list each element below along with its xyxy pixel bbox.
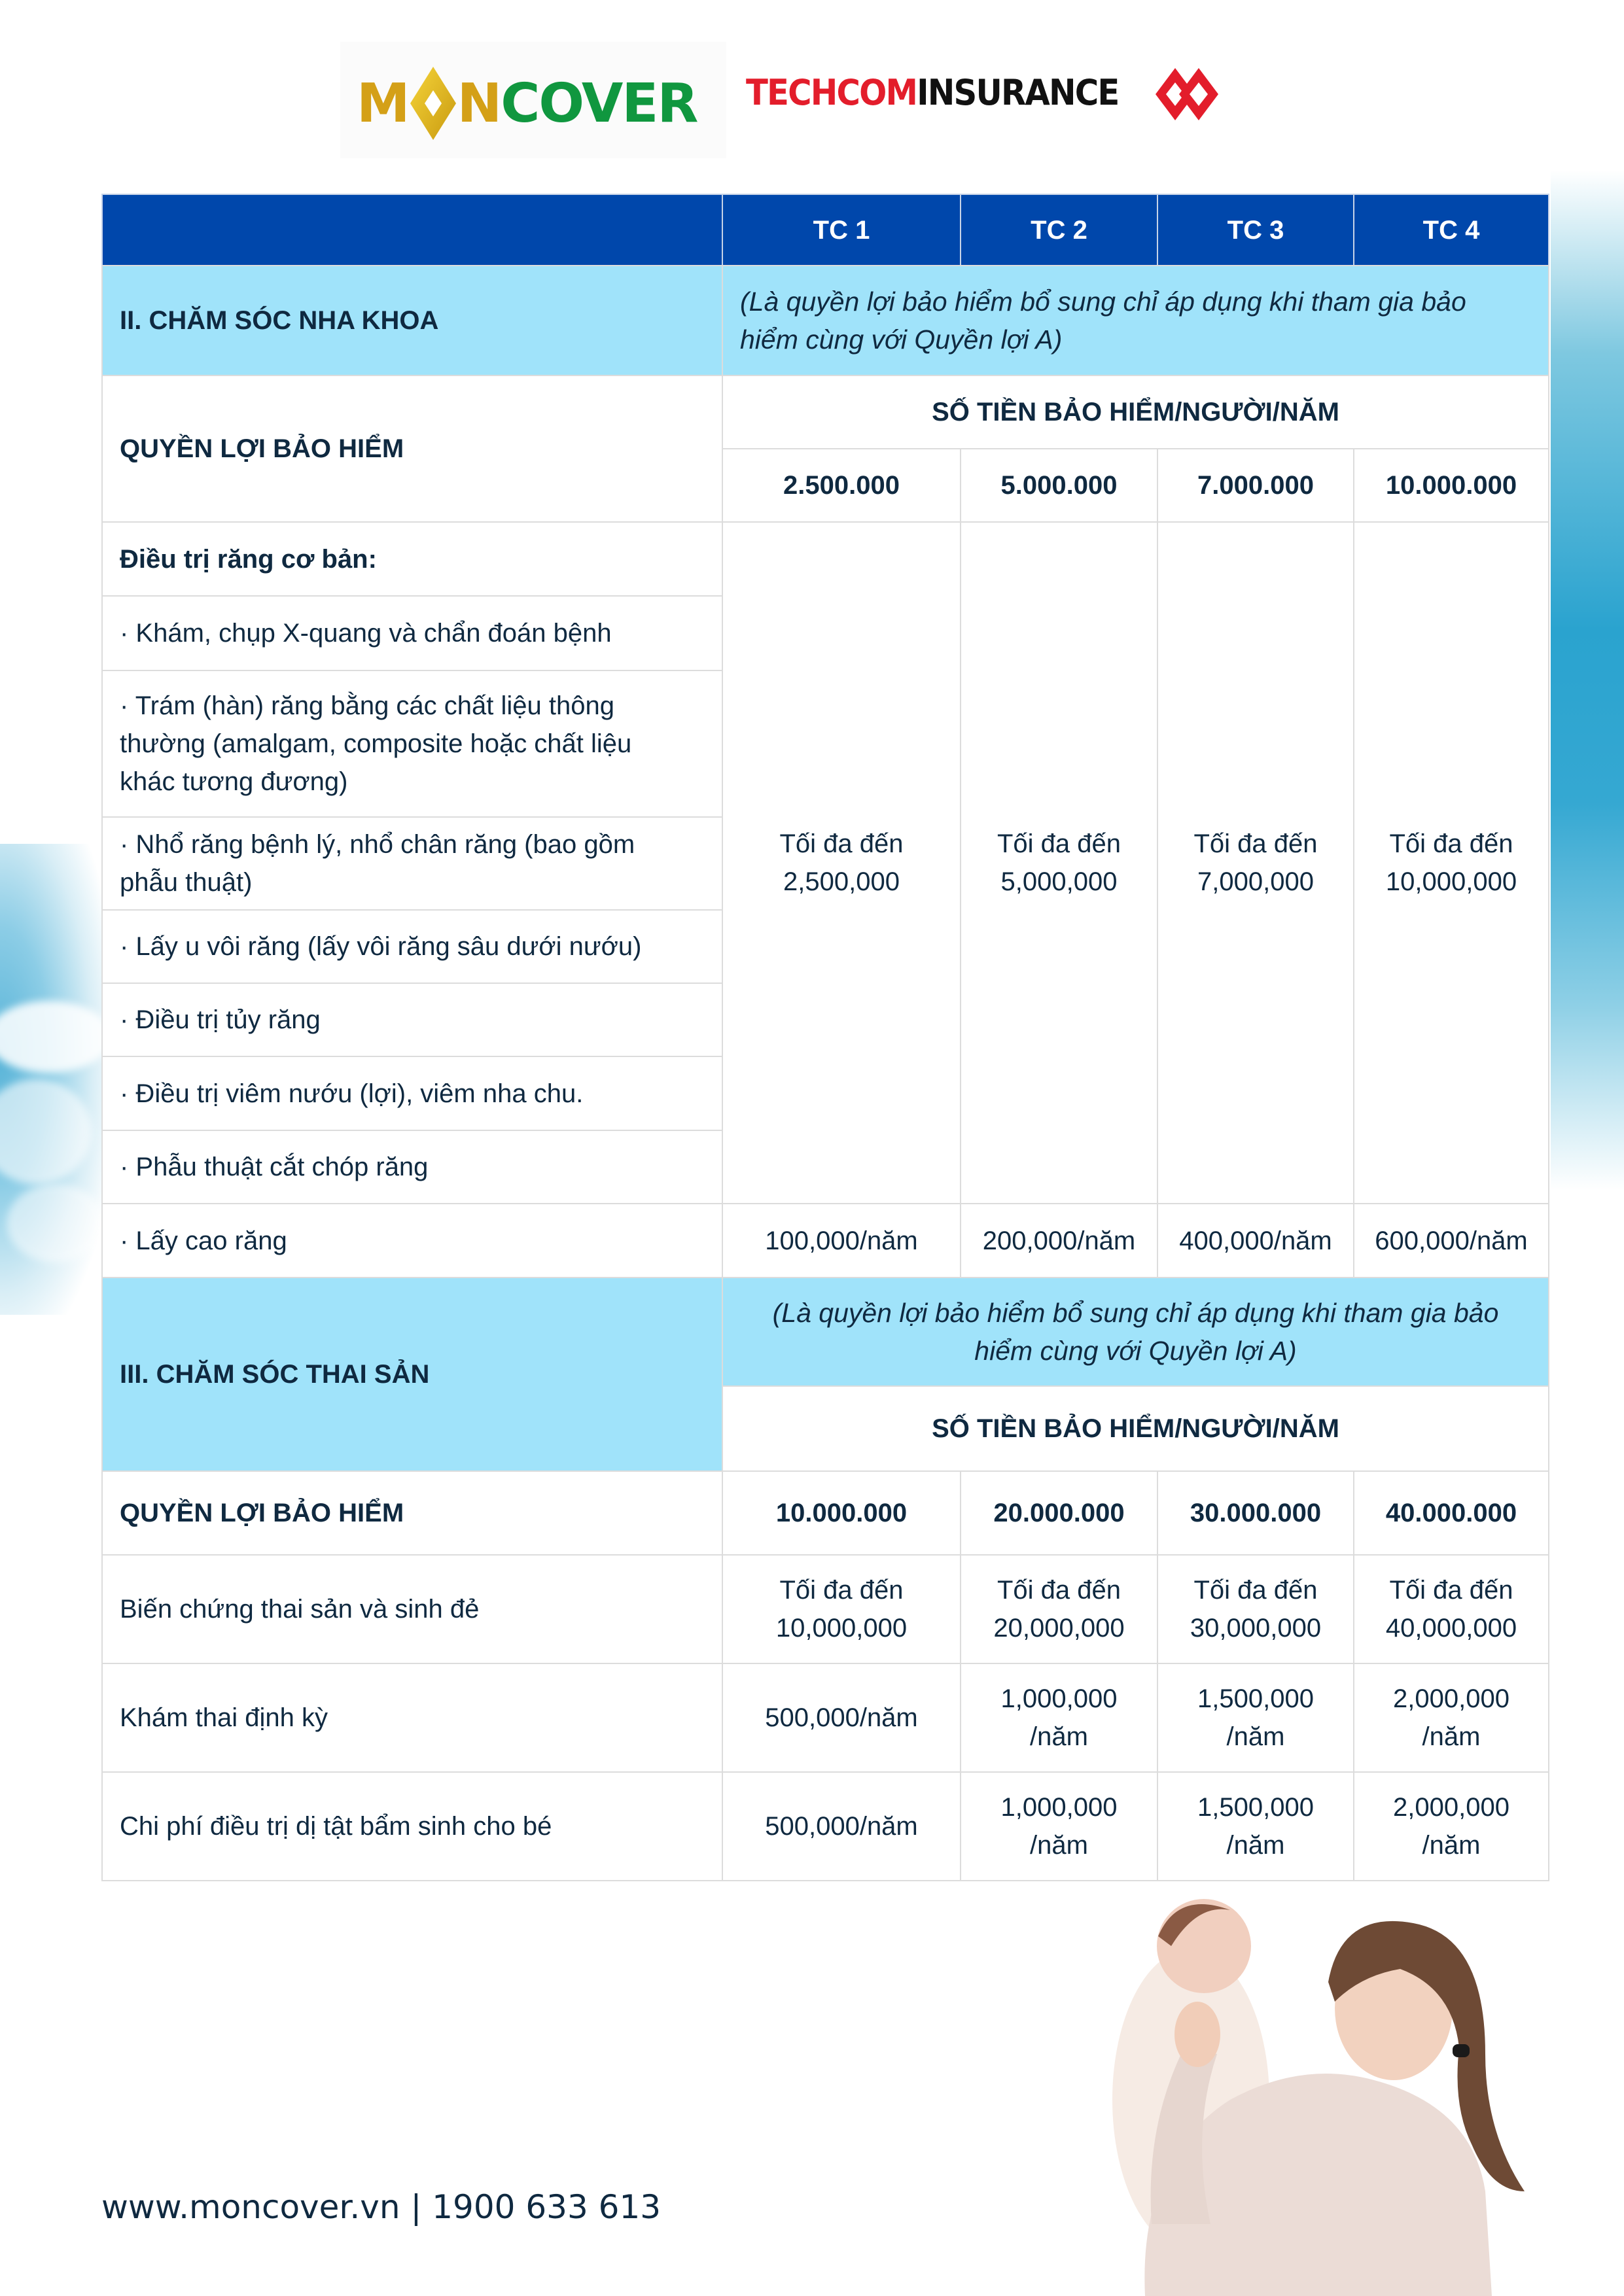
value-line-2: /năm (1030, 1831, 1088, 1860)
phone-number[interactable]: 1900 633 613 (432, 2188, 662, 2226)
maternity-row-value (960, 1663, 1158, 1773)
maternity-amount-tc2: 20.000.000 (960, 1470, 1158, 1556)
logo-insurance: INSURANCE (917, 72, 1119, 113)
website-link[interactable]: www.moncover.vn (101, 2188, 400, 2226)
value-line-1: 1,000,000 (1000, 1684, 1118, 1713)
value-line-1: Tối đa đến (1389, 1576, 1513, 1605)
maternity-amount-tc1: 10.000.000 (722, 1470, 961, 1556)
maternity-row-value (722, 1554, 961, 1664)
value-line-2: /năm (1422, 1831, 1481, 1860)
maternity-amount-tc3: 30.000.000 (1157, 1470, 1354, 1556)
maternity-row-label: Khám thai định kỳ (101, 1663, 723, 1773)
basic-item-apicoectomy: · Phẫu thuật cắt chóp răng (101, 1130, 723, 1204)
basic-treatment-title: Điều trị răng cơ bản: (101, 521, 723, 597)
column-header-tc3: TC 3 (1157, 194, 1354, 266)
maternity-row-value (960, 1554, 1158, 1664)
header-blank-cell (101, 194, 723, 266)
logo-letter-m: M (357, 72, 409, 135)
basic-item-exam-xray: · Khám, chụp X-quang và chẩn đoán bệnh (101, 595, 723, 671)
value-line-2: 40,000,000 (1385, 1614, 1517, 1643)
dental-amount-tc4: 10.000.000 (1353, 448, 1549, 523)
logo-word-cover: COVER (501, 72, 697, 135)
scaling-tc1: 100,000/năm (722, 1203, 961, 1278)
value-line-1: 500,000/năm (765, 1703, 918, 1732)
basic-limit-tc3 (1157, 521, 1354, 1204)
value-line-2: 20,000,000 (993, 1614, 1125, 1643)
value-line-1: Tối đa đến (779, 1576, 904, 1605)
maternity-row-value (722, 1663, 961, 1773)
maternity-row-label: Biến chứng thai sản và sinh đẻ (101, 1554, 723, 1664)
dental-amount-tc2: 5.000.000 (960, 448, 1158, 523)
sky-decoration-left (0, 844, 101, 1315)
footer-contact (101, 2188, 661, 2226)
maternity-note: (Là quyền lợi bảo hiểm bổ sung chỉ áp dụng khi tham gia bảo hiểm cùng với Quyền lợi A) (722, 1277, 1549, 1387)
limit-prefix: Tối đa đến (997, 829, 1121, 858)
maternity-row-value (1157, 1771, 1354, 1881)
value-line-2: 30,000,000 (1190, 1614, 1322, 1643)
value-line-2: /năm (1226, 1831, 1285, 1860)
maternity-row-value (1157, 1663, 1354, 1773)
maternity-row-value (1157, 1554, 1354, 1664)
value-line-2: 10,000,000 (775, 1614, 908, 1643)
value-line-1: 1,500,000 (1197, 1793, 1314, 1822)
maternity-benefit-label: QUYỀN LỢI BẢO HIỂM (101, 1470, 723, 1556)
limit-value: 10,000,000 (1385, 867, 1517, 896)
basic-item-extraction: · Nhổ răng bệnh lý, nhổ chân răng (bao gồm phẫu thuật) (101, 816, 723, 911)
basic-item-filling: · Trám (hàn) răng bằng các chất liệu thông thường (amalgam, composite hoặc chất liệu khác tương đương) (101, 670, 723, 818)
basic-item-tartar-removal: · Lấy u vôi răng (lấy vôi răng sâu dưới nướu) (101, 909, 723, 984)
value-line-1: 500,000/năm (765, 1812, 918, 1841)
section-title-maternity: III. CHĂM SÓC THAI SẢN (101, 1277, 723, 1472)
logo-letter-n: N (457, 72, 501, 135)
column-header-tc2: TC 2 (960, 194, 1158, 266)
column-header-tc4: TC 4 (1353, 194, 1549, 266)
dental-note: (Là quyền lợi bảo hiểm bổ sung chỉ áp dụng khi tham gia bảo hiểm cùng với Quyền lợi A) (722, 265, 1549, 376)
value-line-1: 1,500,000 (1197, 1684, 1314, 1713)
value-line-1: Tối đa đến (1193, 1576, 1318, 1605)
value-line-1: 2,000,000 (1393, 1684, 1509, 1713)
basic-item-root-canal: · Điều trị tủy răng (101, 983, 723, 1057)
maternity-sum-insured-label: SỐ TIỀN BẢO HIỂM/NGƯỜI/NĂM (722, 1385, 1549, 1472)
limit-prefix: Tối đa đến (779, 829, 904, 858)
dental-benefit-label: QUYỀN LỢI BẢO HIỂM (101, 375, 723, 523)
scaling-tc3: 400,000/năm (1157, 1203, 1354, 1278)
sky-decoration-right (1551, 170, 1624, 1191)
basic-limit-tc1 (722, 521, 961, 1204)
value-line-2: /năm (1422, 1722, 1481, 1751)
limit-value: 2,500,000 (783, 867, 900, 896)
scaling-label: · Lấy cao răng (101, 1203, 723, 1278)
maternity-row-value (960, 1771, 1158, 1881)
maternity-row-value (722, 1771, 961, 1881)
section-title-dental: II. CHĂM SÓC NHA KHOA (101, 265, 723, 376)
footer-separator: | (410, 2188, 422, 2226)
maternity-row-value (1353, 1663, 1549, 1773)
techcominsurance-logo (746, 72, 1118, 113)
moncover-logo (357, 71, 697, 136)
maternity-row-value (1353, 1771, 1549, 1881)
maternity-row-label: Chi phí điều trị dị tật bẩm sinh cho bé (101, 1771, 723, 1881)
limit-value: 5,000,000 (1000, 867, 1118, 896)
dental-amount-tc1: 2.500.000 (722, 448, 961, 523)
value-line-2: /năm (1030, 1722, 1088, 1751)
logo-techcom: TECHCOM (746, 72, 917, 113)
basic-limit-tc2 (960, 521, 1158, 1204)
maternity-amount-tc4: 40.000.000 (1353, 1470, 1549, 1556)
techcom-diamond-icon (1156, 68, 1234, 120)
dental-amount-tc3: 7.000.000 (1157, 448, 1354, 523)
mother-baby-photo (1067, 1884, 1597, 2296)
moncover-diamond-icon (410, 67, 456, 140)
value-line-1: 2,000,000 (1393, 1793, 1509, 1822)
scaling-tc2: 200,000/năm (960, 1203, 1158, 1278)
limit-prefix: Tối đa đến (1389, 829, 1513, 858)
value-line-2: /năm (1226, 1722, 1285, 1751)
value-line-1: 1,000,000 (1000, 1793, 1118, 1822)
basic-item-gum-treatment: · Điều trị viêm nướu (lợi), viêm nha chu. (101, 1056, 723, 1131)
dental-sum-insured-label: SỐ TIỀN BẢO HIỂM/NGƯỜI/NĂM (722, 375, 1549, 449)
maternity-row-value (1353, 1554, 1549, 1664)
basic-limit-tc4 (1353, 521, 1549, 1204)
scaling-tc4: 600,000/năm (1353, 1203, 1549, 1278)
limit-value: 7,000,000 (1197, 867, 1314, 896)
column-header-tc1: TC 1 (722, 194, 961, 266)
limit-prefix: Tối đa đến (1193, 829, 1318, 858)
value-line-1: Tối đa đến (997, 1576, 1121, 1605)
